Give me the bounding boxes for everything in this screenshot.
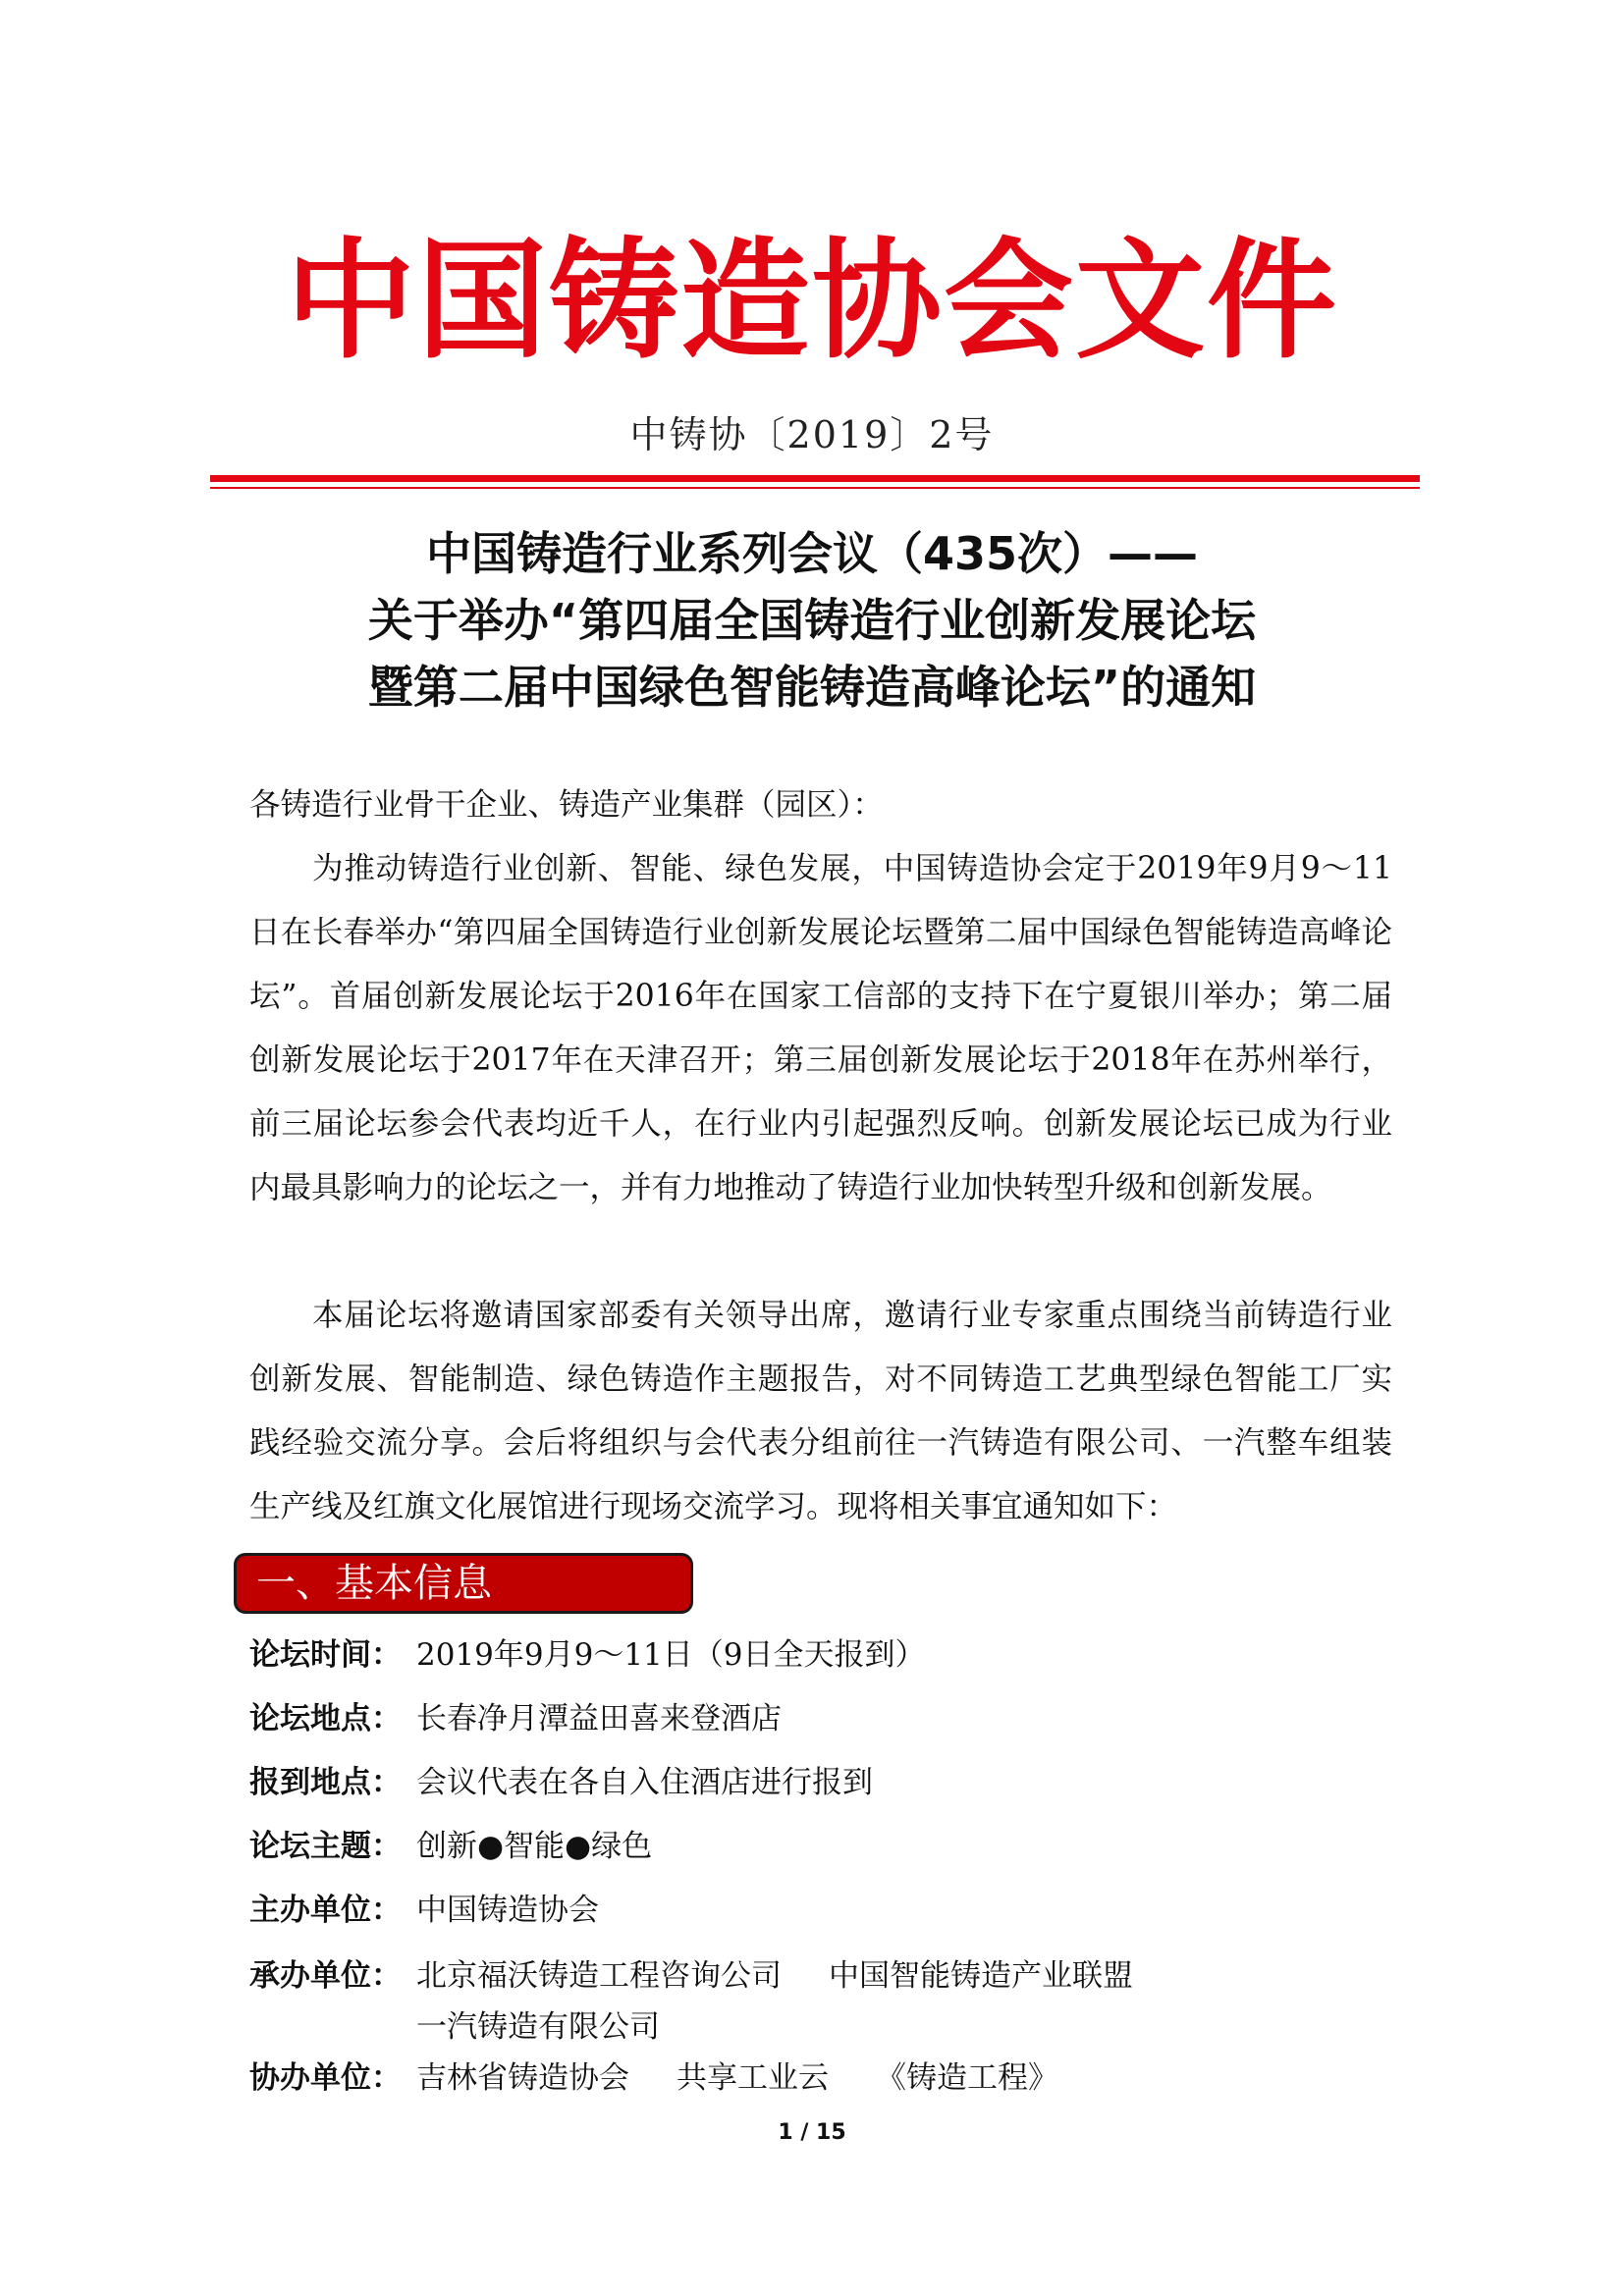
notice-title bbox=[0, 520, 1624, 721]
info-value: 长春净月潭益田喜来登酒店 bbox=[416, 1701, 782, 1736]
notice-title-line-1: 中国铸造行业系列会议（435次）—— bbox=[425, 527, 1199, 580]
info-label: 论坛地点： bbox=[249, 1701, 402, 1736]
info-row-time bbox=[249, 1620, 1428, 1683]
info-value: 2019年9月9～11日（9日全天报到） bbox=[416, 1637, 926, 1673]
header-rule-thick bbox=[210, 475, 1420, 482]
info-value: 中国铸造协会 bbox=[416, 1893, 599, 1928]
info-label: 论坛主题： bbox=[249, 1829, 402, 1864]
document-header-title: 中国铸造协会文件 bbox=[286, 226, 1338, 377]
document-number: 中铸协〔2019〕2号 bbox=[629, 413, 995, 456]
info-row-coorganizer bbox=[249, 2043, 1428, 2107]
info-label: 承办单位： bbox=[249, 1958, 402, 1994]
notice-title-line-3: 暨第二届中国绿色智能铸造高峰论坛”的通知 bbox=[367, 661, 1257, 714]
info-label: 主办单位： bbox=[249, 1893, 402, 1928]
organizer-name: 一汽铸造有限公司 bbox=[416, 2009, 660, 2045]
notice-title-line-2: 关于举办“第四届全国铸造行业创新发展论坛 bbox=[367, 594, 1257, 647]
coorganizer-name: 《铸造工程》 bbox=[876, 2060, 1058, 2096]
coorganizer-name: 共享工业云 bbox=[677, 2060, 829, 2096]
info-value bbox=[416, 1950, 1428, 2053]
info-label: 协办单位： bbox=[249, 2060, 402, 2096]
info-label: 报到地点： bbox=[249, 1765, 402, 1800]
info-row-organizer bbox=[249, 1939, 1428, 2043]
info-row-theme bbox=[249, 1811, 1428, 1875]
page-number: 1 / 15 bbox=[778, 2120, 846, 2145]
section-heading-basic-info: 一、基本信息 bbox=[256, 1561, 492, 1606]
organizer-name: 北京福沃铸造工程咨询公司 bbox=[416, 1958, 782, 1994]
organizer-line-1 bbox=[416, 1950, 1428, 2002]
info-row-venue bbox=[249, 1683, 1428, 1747]
coorganizer-name: 吉林省铸造协会 bbox=[416, 2060, 629, 2096]
paragraph-agenda: 本届论坛将邀请国家部委有关领导出席，邀请行业专家重点围绕当前铸造行业创新发展、智能制造、绿色铸造作主题报告，对不同铸造工艺典型绿色智能工厂实践经验交流分享。会后将组织与会代表分组前往一汽铸造有限公司、一汽整车组装生产线及红旗文化展馆进行现场交流学习。现将相关事宜通知如下： bbox=[249, 1298, 1392, 1524]
info-row-checkin bbox=[249, 1747, 1428, 1811]
salutation: 各铸造行业骨干企业、铸造产业集群（园区）： bbox=[249, 787, 884, 823]
info-value: 会议代表在各自入住酒店进行报到 bbox=[416, 1765, 873, 1800]
header-rule-thin bbox=[210, 487, 1420, 489]
organizer-name: 中国智能铸造产业联盟 bbox=[829, 1958, 1133, 1994]
section-heading-box bbox=[234, 1553, 693, 1614]
info-row-host bbox=[249, 1875, 1428, 1939]
info-label: 论坛时间： bbox=[249, 1637, 402, 1673]
basic-info-list bbox=[249, 1620, 1428, 2107]
info-value: 创新●智能●绿色 bbox=[416, 1829, 653, 1864]
info-value bbox=[416, 2053, 1428, 2097]
paragraph-intro: 为推动铸造行业创新、智能、绿色发展，中国铸造协会定于2019年9月9～11日在长春举办“第四届全国铸造行业创新发展论坛暨第二届中国绿色智能铸造高峰论坛”。首届创新发展论坛于2016年在国家工信部的支持下在宁夏银川举办；第二届创新发展论坛于2017年在天津召开；第三届创新发展论坛于2018年在苏州举行，前三届论坛参会代表均近千人，在行业内引起强烈反响。创新发展论坛已成为行业内最具影响力的论坛之一，并有力地推动了铸造行业加快转型升级和创新发展。 bbox=[249, 851, 1392, 1205]
